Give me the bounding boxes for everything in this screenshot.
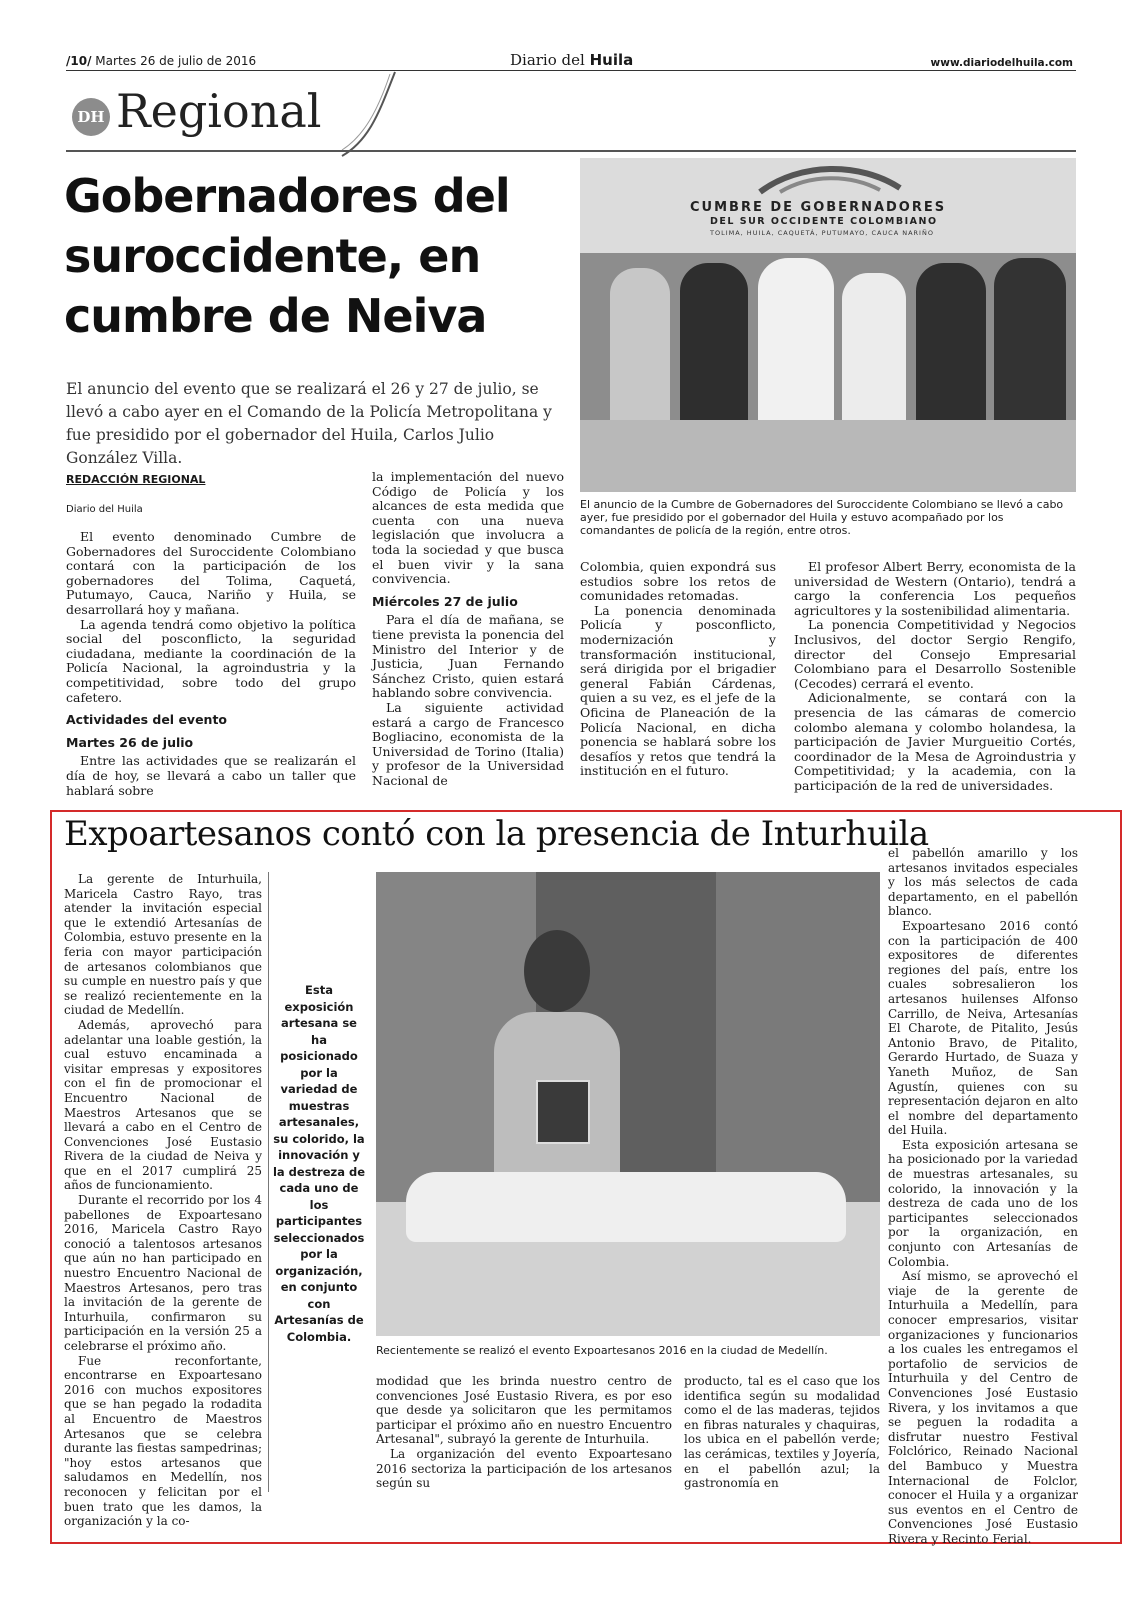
article1-col4 xyxy=(794,560,1076,794)
article2-col1 xyxy=(64,872,262,1529)
page-number: /10/ xyxy=(66,54,92,68)
a1c2-p3: La siguiente actividad estará a cargo de Francesco Bogliacino, economista de la Universidad de Torino (Italia) y profesor de la Universidad Nacional de xyxy=(372,699,564,788)
a1c3-p1: Colombia, quien expondrá sus estudios sobre los retos de comunidades retomadas. xyxy=(580,559,776,604)
a1c3-p2: La ponencia denominada Policía y posconflicto, modernización y transformación institucional, será dirigida por el brigadier general Fabián Cárdenas, quien a su vez, es el jefe de la Oficina de Planeación de la Policía Nacional, en dicha ponencia se hablará sobre los desafíos y retos que tendrá la institución en el futuro. xyxy=(580,602,776,779)
photo-banner-bird-icon xyxy=(750,162,910,196)
a2c1-p2: Además, aprovechó para adelantar una loable gestión, la cual estuvo encaminada a visitar empresas y expositores con el fin de promocionar el Encuentro Nacional de Maestros Artesanos que se llevará a cabo en el Centro de Convenciones José Eustasio Rivera de la ciudad de Neiva y que en el 2017 cumplirá 25 años de funcionamiento. xyxy=(64,1017,262,1193)
article1-lead: El anuncio del evento que se realizará el 26 y 27 de julio, se llevó a cabo ayer en el Comando de la Policía Metropolitana y fue presidido por el gobernador del Huila, Carlos Julio González Villa. xyxy=(66,380,552,467)
person-2 xyxy=(680,263,748,433)
a1c4-p3: Adicionalmente, se contará con la presencia de las cámaras de comercio colombo alemana y colombo holandesa, la participación de Javier Murgueitio Cortés, coordinador de la Mesa de Agroindustria y Competitividad; y la academia, con la participación de la red de universidades. xyxy=(794,690,1076,793)
a1c2-p1: la implementación del nuevo Código de Policía y los alcances de esta medida que cuenta con una nueva legislación que involucra a toda la sociedad y que busca el buen vivir y la sana convivencia. xyxy=(372,469,564,587)
masthead-a: Diario del xyxy=(510,51,585,69)
a1c1-p2: La agenda tendrá como objetivo la política social del posconflicto, la seguridad ciudadana, mediante la coordinación de la Policía Nacional, la agroindustria y la competitividad, sobre todo del grupo cafetero. xyxy=(66,616,356,705)
a2c1-p1: La gerente de Inturhuila, Maricela Castro Rayo, tras atender la invitación especial que le extendió Artesanías de Colombia, estuvo presente en la feria con mayor participación de artesanos colombianos que su cumple en nuestro país y que se realizó recientemente en la ciudad de Medellín. xyxy=(64,872,262,1018)
article1-byline: REDACCIÓN REGIONAL xyxy=(66,473,206,486)
a1c2-p2: Para el día de mañana, se tiene prevista la ponencia del Ministro del Interior y de Justicia, Juan Fernando Sánchez Cristo, quien estará hablando sobre convivencia. xyxy=(372,612,564,701)
article2-col2 xyxy=(376,1374,672,1491)
photo-banner-line2: DEL SUR OCCIDENTE COLOMBIANO xyxy=(710,216,938,227)
a2c1-p4: Fue reconfortante, encontrarse en Expoartesano 2016 con muchos expositores que se han pegado la rodadita al Encuentro de Maestros Artesanos que se celebra durante las fiestas sampedrinas; "hoy estos artesanos que saludamos en Medellín, nos reconocen y felicitan por el buen trato que les damos, la organización y la co- xyxy=(64,1353,262,1529)
photo-table xyxy=(580,420,1076,492)
a2c4-p1: el pabellón amarillo y los artesanos invitados especiales y los más selectos de cada departamento, en el pabellón blanco. xyxy=(888,846,1078,919)
article1-col1 xyxy=(66,530,356,798)
a2c1-p3: Durante el recorrido por los 4 pabellones de Expoartesano 2016, Maricela Castro Rayo conoció a talentosos artesanos que aún no han participado en nuestro Encuentro Nacional de Maestros Artesanos, pero tras la invitación de la gerente de Inturhuila, confirmaron su participación en la versión 25 a celebrarse el próximo año. xyxy=(64,1193,262,1353)
masthead-b: Huila xyxy=(589,51,634,69)
a2c2-p2: La organización del evento Expoartesano 2016 sectoriza la participación de los artesanos según su xyxy=(376,1446,672,1491)
photo-banner-line1: CUMBRE DE GOBERNADORES xyxy=(690,200,947,215)
article1-col3 xyxy=(580,560,776,779)
person-1 xyxy=(610,268,670,428)
section-swoosh-icon xyxy=(340,70,400,160)
a2c4-p3: Esta exposición artesana se ha posicionado por la variedad de muestras artesanales, su colorido, la innovación y la destreza de cada uno de los participantes seleccionados por la organización, en conjunto con Artesanías de Colombia. xyxy=(888,1137,1078,1269)
a1c1-p1: El evento denominado Cumbre de Gobernadores del Suroccidente Colombiano contará con la participación de los gobernadores del Tolima, Caquetá, Putumayo, Cauca, Nariño y Huila, se desarrollará hoy y mañana. xyxy=(66,529,356,617)
article1-headline: Gobernadores del suroccidente, en cumbre de Neiva xyxy=(64,169,510,343)
a2c2-p1: modidad que les brinda nuestro centro de convenciones José Eustasio Rivera, es por eso que desde ya solicitaron que les permitamos participar el próximo año en nuestro Encuentro Artesanal", subrayó la gerente de Inturhuila. xyxy=(376,1374,672,1447)
article1-photo xyxy=(580,158,1076,492)
article2-headline: Expoartesanos contó con la presencia de Inturhuila xyxy=(64,814,929,854)
article1-photo-caption: El anuncio de la Cumbre de Gobernadores del Suroccidente Colombiano se llevó a cabo ayer, fue presidido por el gobernador del Huila y estuvo acompañado por los comandantes de policía de la región, entre otros. xyxy=(580,498,1064,537)
person-3 xyxy=(758,258,834,433)
photo2-person-head xyxy=(524,930,590,1012)
a1c1-sub2: Martes 26 de julio xyxy=(66,734,194,750)
masthead xyxy=(510,51,633,69)
a1c4-p2: La ponencia Competitividad y Negocios Inclusivos, del doctor Sergio Rengifo, director del Consejo Empresarial Colombiano para el Desarrollo Sostenible (Cecodes) cerrará el evento. xyxy=(794,617,1076,691)
a1c1-p3: Entre las actividades que se realizarán el día de hoy, se llevará a cabo un taller que hablará sobre xyxy=(66,753,356,798)
article2-pullquote: Esta exposición artesana se ha posicionado por la variedad de muestras artesanales, su colorido, la innovación y la destreza de cada uno de los participantes seleccionados por la organización, en conjunto con Artesanías de Colombia. xyxy=(272,983,366,1344)
a2c4-p4: Así mismo, se aprovechó el viaje de la gerente de Inturhuila a Medellín, para conocer empresarios, visitar organizaciones y funcionarios a los cuales les entregamos el portafolio de servicios de Inturhuila y del Centro de Convenciones José Eustasio Rivera, y los invitamos a que se peguen la rodadita a disfrutar nuestro Festival Folclórico, Reinado Nacional del Bambuco y Muestra Internacional de Folclor, conocer el Huila y a organizar sus eventos en el Centro de Convenciones José Eustasio Rivera y Recinto Ferial. xyxy=(888,1269,1078,1546)
article1-source: Diario del Huila xyxy=(66,504,143,515)
photo-banner-line3: TOLIMA, HUILA, CAQUETÁ, PUTUMAYO, CAUCA NARIÑO xyxy=(710,229,934,237)
a2c4-p2: Expoartesano 2016 contó con la participación de 400 expositores de diferentes regiones del país, entre los cuales sobresalieron los artesanos huilenses Alfonso Carrillo, de Neiva, Artesanías El Charote, de Pitalito, Jesús Antonio Bravo, de Pitalito, Gerardo Hurtado, de Suaza y Yaneth Muñoz, de San Agustín, quienes con su representación dejaron en alto el nombre del departamento del Huila. xyxy=(888,918,1078,1138)
a1c4-p1: El profesor Albert Berry, economista de la universidad de Western (Ontario), tendrá a cargo la conferencia Los pequeños agricultores y la sostenibilidad alimentaria. xyxy=(794,559,1076,618)
photo2-booklet xyxy=(536,1080,590,1144)
article2-col3 xyxy=(684,1374,880,1491)
person-6 xyxy=(994,258,1066,433)
section-rule xyxy=(66,150,1076,152)
header-date: Martes 26 de julio de 2016 xyxy=(95,54,257,68)
header-rule xyxy=(66,70,1076,71)
a2c3-p1: producto, tal es el caso que los identifica según su modalidad como el de las maderas, tejidos en fibras naturales y chaquiras, los ubica en el pabellón verde; las cerámicas, textiles y Joyería, en el pabellón azul; la gastronomía en xyxy=(684,1374,880,1491)
person-4 xyxy=(842,273,906,433)
article1-col2 xyxy=(372,470,564,788)
section-logo-text: DH xyxy=(77,108,105,126)
person-5 xyxy=(916,263,986,433)
section-logo xyxy=(72,98,110,136)
section-title: Regional xyxy=(116,84,322,138)
pullquote-rule-left xyxy=(268,872,269,1492)
article2-col4 xyxy=(888,846,1078,1547)
article2-photo-caption: Recientemente se realizó el evento Expoartesanos 2016 en la ciudad de Medellín. xyxy=(376,1344,828,1357)
photo2-pots-1 xyxy=(406,1172,846,1242)
article2-photo xyxy=(376,872,880,1336)
website-link[interactable]: www.diariodelhuila.com xyxy=(930,57,1073,69)
a1c2-sub1: Miércoles 27 de julio xyxy=(372,593,518,609)
a1c1-sub1: Actividades del evento xyxy=(66,712,228,728)
